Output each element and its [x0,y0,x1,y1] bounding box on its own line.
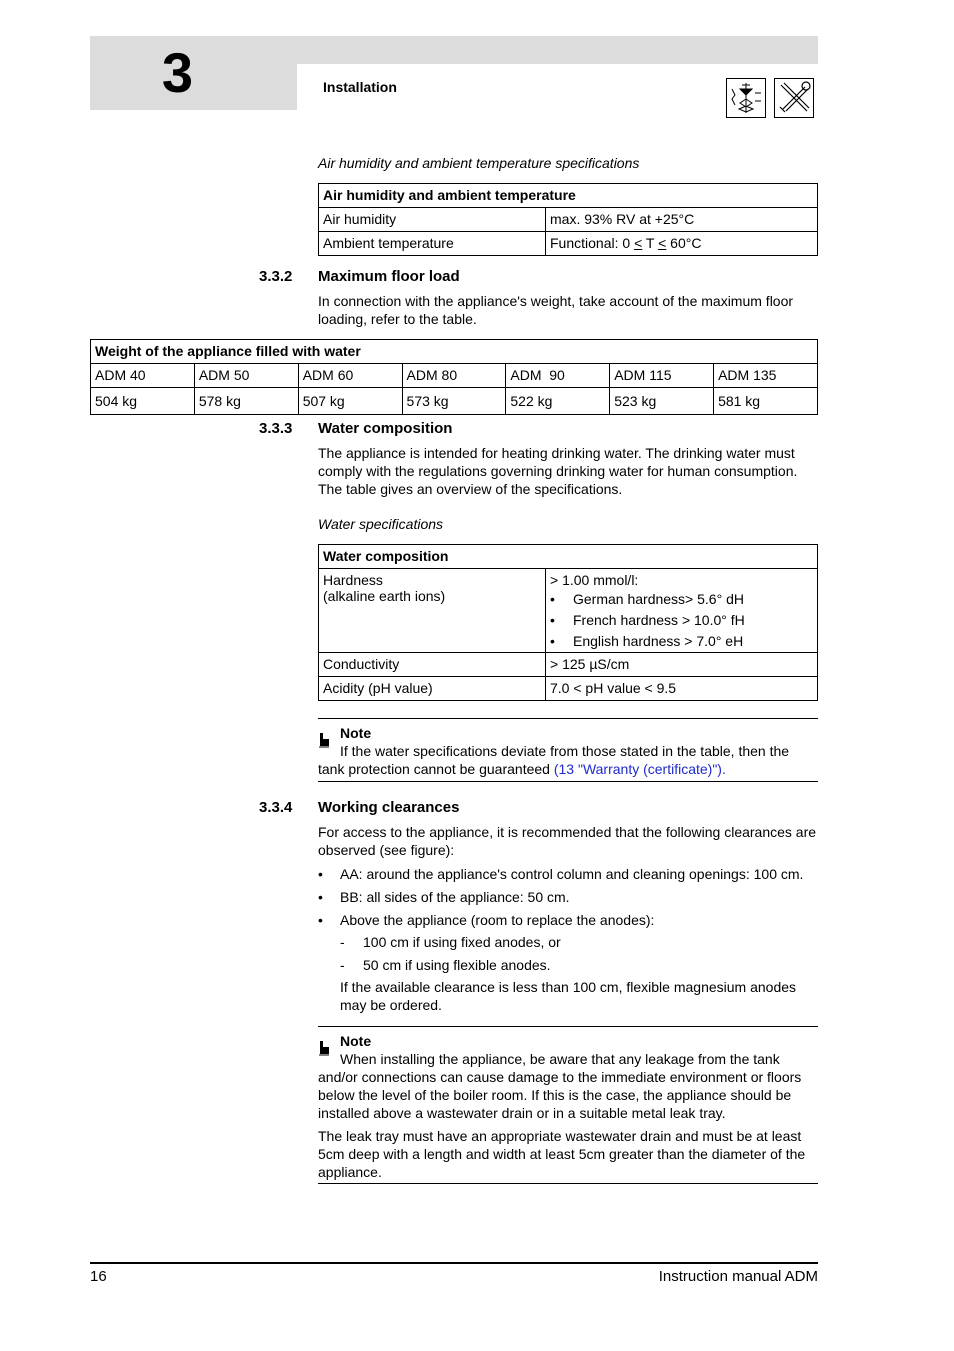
section-3-3-2-text: In connection with the appliance's weight, take account of the maximum floor loading, refer to the table. [318,293,794,327]
list-item: • Above the appliance (room to replace the anodes): [318,911,828,929]
model-cell: ADM 115 [610,364,714,388]
air-table-title: Air humidity and ambient temperature [319,184,818,208]
section-3-3-3-title: Water composition [318,420,453,437]
section-name: Installation [323,79,397,95]
water-table [318,544,818,701]
note-box [318,718,818,782]
weight-table [90,339,818,415]
section-3-3-4-intro: For access to the appliance, it is recommended that the following clearances are observed (see figure): [318,824,817,858]
list-item: • AA: around the appliance's control column and cleaning openings: 100 cm. [318,865,828,883]
list-item: - 100 cm if using fixed anodes, or [340,934,561,950]
weight-cell: 523 kg [610,388,714,415]
note-title: Note [340,1033,372,1049]
weight-cell: 581 kg [714,388,818,415]
conductivity-value: > 125 µS/cm [546,653,818,677]
weight-cell: 507 kg [298,388,402,415]
note-title: Note [340,725,372,741]
hardness-label: Hardness (alkaline earth ions) [319,569,546,653]
chapter-number: 3 [161,41,194,104]
anode-note: If the available clearance is less than 100 cm, flexible magnesium anodes may be ordered. [340,979,797,1013]
list-item: - 50 cm if using flexible anodes. [340,957,551,973]
page-number: 16 [90,1268,107,1285]
section-3-3-2-title: Maximum floor load [318,268,460,285]
model-cell: ADM 60 [298,364,402,388]
sub-list [318,933,828,1014]
weight-cell: 504 kg [91,388,195,415]
section-3-3-4-number: 3.3.4 [259,799,293,816]
ambient-temperature-value: Functional: 0 < T < 60°C [546,232,818,256]
note-text: If the water specifications deviate from those stated in the table, then the tank protection cannot be guaranteed (13 "Warranty (certificate)"). [318,743,790,777]
section-3-3-2-number: 3.3.2 [259,268,293,285]
air-table-caption: Air humidity and ambient temperature specifications [318,155,640,171]
air-humidity-label: Air humidity [319,208,546,232]
weight-table-title: Weight of the appliance filled with water [91,340,818,364]
doc-title: Instruction manual ADM [658,1268,818,1285]
model-cell: ADM 40 [91,364,195,388]
model-cell: ADM 135 [714,364,818,388]
tools-icon [774,78,814,118]
air-table [318,183,818,256]
hardness-value: > 1.00 mmol/l: • German hardness> 5.6° dH • French hardness > 10.0° fH • English hardness > 7.0° eH [546,569,818,653]
model-cell: ADM 80 [402,364,506,388]
hardness-list [550,590,813,650]
water-table-title: Water composition [319,545,818,569]
water-table-caption: Water specifications [318,516,444,532]
warranty-link[interactable]: (13 "Warranty (certificate)"). [553,761,726,777]
footer-divider [90,1262,818,1264]
ambient-temperature-label: Ambient temperature [319,232,546,256]
note-box [318,1026,818,1184]
acidity-value: 7.0 < pH value < 9.5 [546,677,818,701]
conductivity-label: Conductivity [319,653,546,677]
section-3-3-3-number: 3.3.3 [259,420,293,437]
air-humidity-value: max. 93% RV at +25°C [546,208,818,232]
section-3-3-4-title: Working clearances [318,799,460,816]
hand-pointer-icon [318,732,330,748]
weight-cell: 578 kg [194,388,298,415]
hand-pointer-icon [318,1040,330,1056]
note-text: When installing the appliance, be aware that any leakage from the tank and/or connections can cause damage to the immediate environment or floors below the level of the boiler room. If this is the case, the appliance should be installed above a wastewater drain or in a suitable metal leak tray. [318,1051,802,1121]
acidity-label: Acidity (pH value) [319,677,546,701]
clearance-list [318,865,828,1014]
section-3-3-3-text: The appliance is intended for heating drinking water. The drinking water must comply with the regulations governing drinking water for human consumption. The table gives an overview of the specifications. [318,445,798,497]
list-item: • French hardness > 10.0° fH [550,611,813,629]
weight-cell: 573 kg [402,388,506,415]
weight-cell: 522 kg [506,388,610,415]
list-item: • BB: all sides of the appliance: 50 cm. [318,888,828,906]
model-cell: ADM 90 [506,364,610,388]
model-cell: ADM 50 [194,364,298,388]
list-item: • German hardness> 5.6° dH [550,590,813,608]
list-item: • English hardness > 7.0° eH [550,632,813,650]
installer-valve-icon [726,78,766,118]
note-text: The leak tray must have an appropriate wastewater drain and must be at least 5cm deep with a length and width at least 5cm greater than the diameter of the appliance. [318,1128,806,1180]
